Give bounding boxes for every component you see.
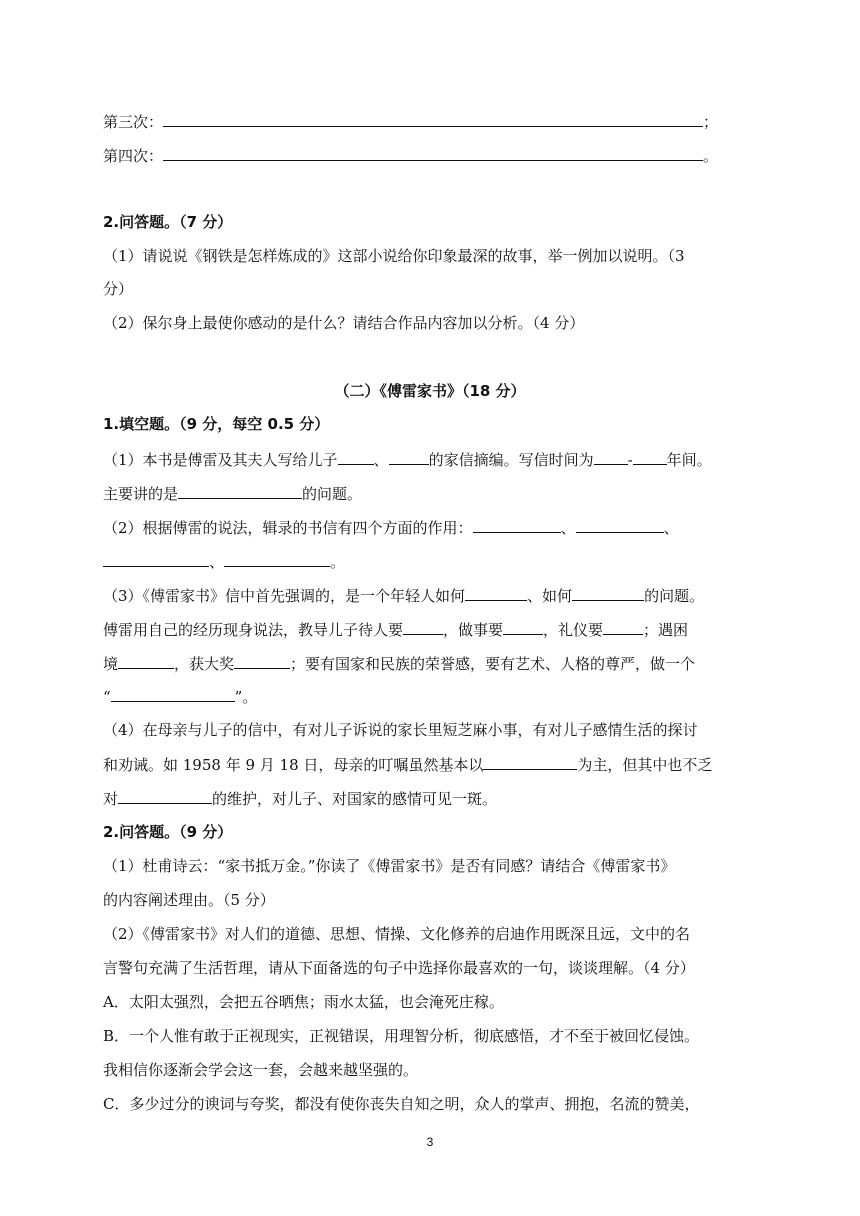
blank[interactable] bbox=[403, 619, 443, 635]
q3-item1-line1: （1）杜甫诗云：“家书抵万金。”你读了《傅雷家书》是否有同感？请结合《傅雷家书》 bbox=[103, 857, 676, 875]
option-c-line1: C．多少过分的谀词与夸奖，都没有使你丧失自知之明，众人的掌声、拥抱，名流的赞美， bbox=[103, 1095, 700, 1113]
text: （2）根据傅雷的说法，辑录的书信有四个方面的作用： bbox=[103, 519, 473, 537]
answer-line-fourth bbox=[103, 145, 763, 166]
text: （3）《傅雷家书》信中首先强调的，是一个年轻人如何 bbox=[103, 587, 466, 605]
blank[interactable] bbox=[118, 653, 174, 669]
text: 和劝诫。如 1958 年 9 月 18 日，母亲的叮嘱虽然基本以 bbox=[103, 756, 484, 774]
q3-item2-line1: （2）《傅雷家书》对人们的道德、思想、情操、文化修养的启迪作用既深且远，文中的名 bbox=[103, 925, 691, 943]
text: 、 bbox=[560, 519, 576, 537]
fill-item4-line3 bbox=[103, 788, 763, 809]
blank[interactable] bbox=[178, 483, 302, 499]
text: 、 bbox=[663, 519, 679, 537]
fill-item2-line1 bbox=[103, 517, 763, 538]
option-b-line2: 我相信你逐渐会学会这一套，会越来越坚强的。 bbox=[103, 1061, 419, 1079]
blank[interactable] bbox=[473, 517, 561, 533]
blank[interactable] bbox=[338, 449, 374, 465]
fill-item3-line2 bbox=[103, 619, 763, 640]
q3-item2-line2: 言警句充满了生活哲理，请从下面备选的句子中选择你最喜欢的一句，谈谈理解。（4 分） bbox=[103, 959, 695, 977]
q2-item1-line2: 分） bbox=[103, 280, 134, 298]
text: 。 bbox=[330, 553, 346, 571]
text: 、 bbox=[209, 553, 225, 571]
text: （1）本书是傅雷及其夫人写给儿子 bbox=[103, 451, 338, 469]
punct: 。 bbox=[703, 147, 719, 165]
fill-item4-line1: （4）在母亲与儿子的信中，有对儿子诉说的家长里短芝麻小事，有对儿子感情生活的探讨 bbox=[103, 721, 698, 739]
fill-item3-line3 bbox=[103, 653, 763, 674]
text: 的问题。 bbox=[644, 587, 705, 605]
fill-item3-line4 bbox=[103, 686, 763, 707]
third-label: 第三次： bbox=[103, 113, 164, 131]
text: ，获大奖 bbox=[174, 655, 235, 673]
blank[interactable] bbox=[103, 551, 209, 567]
blank[interactable] bbox=[234, 653, 290, 669]
fill-item1-line2 bbox=[103, 483, 763, 504]
text: 傅雷用自己的经历现身说法，教导儿子待人要 bbox=[103, 621, 404, 639]
blank[interactable] bbox=[503, 619, 543, 635]
blank[interactable] bbox=[118, 788, 212, 804]
q2-item1-line1: （1）请说说《钢铁是怎样炼成的》这部小说给你印象最深的故事，举一例加以说明。（3 bbox=[103, 247, 685, 265]
answer-line-third bbox=[103, 111, 763, 132]
text: ；遇困 bbox=[643, 621, 689, 639]
blank[interactable] bbox=[633, 449, 667, 465]
fill-item2-line2 bbox=[103, 551, 763, 572]
blank[interactable] bbox=[603, 619, 643, 635]
text: 的家信摘编。写信时间为 bbox=[428, 451, 594, 469]
blank[interactable] bbox=[389, 449, 429, 465]
q3-header: 2.问答题。（9 分） bbox=[103, 823, 233, 841]
blank[interactable] bbox=[163, 111, 703, 127]
blank[interactable] bbox=[572, 585, 644, 601]
page-number: 3 bbox=[426, 1135, 434, 1149]
text: 的维护，对儿子、对国家的感情可见一斑。 bbox=[212, 790, 498, 808]
blank[interactable] bbox=[111, 686, 235, 702]
text: ；要有国家和民族的荣誉感，要有艺术、人格的尊严，做一个 bbox=[290, 655, 696, 673]
option-b-line1: B．一个人惟有敢于正视现实，正视错误，用理智分析，彻底感悟，才不至于被回忆侵蚀。 bbox=[103, 1027, 700, 1045]
blank[interactable] bbox=[163, 145, 703, 161]
text: 对 bbox=[103, 790, 119, 808]
blank[interactable] bbox=[224, 551, 330, 567]
blank[interactable] bbox=[483, 754, 577, 770]
text: “ bbox=[103, 688, 111, 706]
text: 、 bbox=[373, 451, 389, 469]
text: ，礼仪要 bbox=[543, 621, 604, 639]
q2-header: 2.问答题。（7 分） bbox=[103, 213, 233, 231]
fill-item1-line1 bbox=[103, 449, 763, 470]
text: ”。 bbox=[234, 688, 258, 706]
text: 年间。 bbox=[666, 451, 712, 469]
text: 为主，但其中也不乏 bbox=[577, 756, 713, 774]
blank[interactable] bbox=[576, 517, 664, 533]
blank[interactable] bbox=[594, 449, 628, 465]
text: 境 bbox=[103, 655, 119, 673]
part2-title: （二）《傅雷家书》（18 分） bbox=[334, 382, 526, 400]
option-a: A．太阳太强烈，会把五谷晒焦；雨水太猛，也会淹死庄稼。 bbox=[103, 993, 504, 1011]
text: 、如何 bbox=[527, 587, 573, 605]
q3-item1-line2: 的内容阐述理由。（5 分） bbox=[103, 891, 275, 909]
fill-item3-line1 bbox=[103, 585, 763, 606]
text: 的问题。 bbox=[302, 485, 363, 503]
blank[interactable] bbox=[465, 585, 527, 601]
fourth-label: 第四次： bbox=[103, 147, 164, 165]
punct: ； bbox=[703, 113, 719, 131]
q2-item2: （2）保尔身上最使你感动的是什么？请结合作品内容加以分析。（4 分） bbox=[103, 314, 585, 332]
fill-header: 1.填空题。（9 分，每空 0.5 分） bbox=[103, 415, 330, 433]
fill-item4-line2 bbox=[103, 754, 763, 775]
text: 主要讲的是 bbox=[103, 485, 179, 503]
text: ，做事要 bbox=[443, 621, 504, 639]
text: - bbox=[627, 451, 633, 469]
